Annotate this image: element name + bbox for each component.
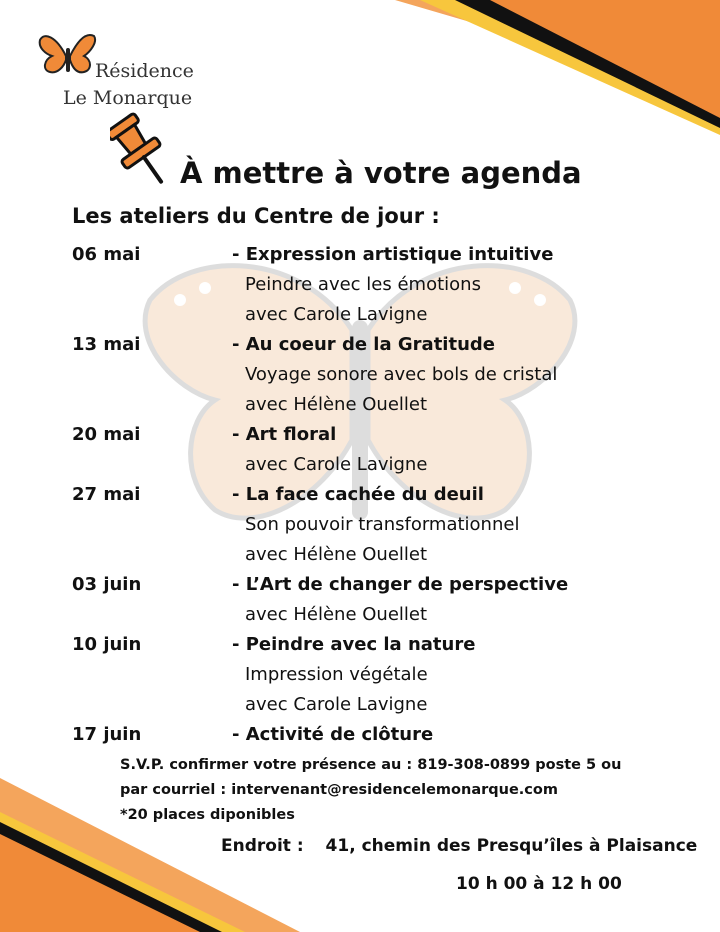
places-available: *20 places diponibles xyxy=(120,807,295,823)
event-date: 03 juin xyxy=(72,574,142,595)
event-title: - La face cachée du deuil xyxy=(232,484,484,505)
event-host: avec Hélène Ouellet xyxy=(245,604,428,625)
event-detail: Impression végétale xyxy=(245,664,428,685)
event-row xyxy=(72,240,692,330)
event-time: 10 h 00 à 12 h 00 xyxy=(456,874,622,894)
event-row xyxy=(72,720,692,750)
event-host: avec Hélène Ouellet xyxy=(245,394,428,415)
event-title: - Art floral xyxy=(232,424,337,445)
event-title: - L’Art de changer de perspective xyxy=(232,574,569,595)
event-detail: Voyage sonore avec bols de cristal xyxy=(245,364,558,385)
logo-line-2: Le Monarque xyxy=(63,87,193,109)
event-detail: Peindre avec les émotions xyxy=(245,274,481,295)
event-date: 13 mai xyxy=(72,334,141,355)
event-row xyxy=(72,630,692,720)
event-date: 17 juin xyxy=(72,724,142,745)
event-host: avec Carole Lavigne xyxy=(245,454,428,475)
page-title: À mettre à votre agenda xyxy=(180,156,582,190)
contact-email: par courriel : intervenant@residencelemonarque.com xyxy=(120,782,558,798)
event-host: avec Carole Lavigne xyxy=(245,304,428,325)
event-row xyxy=(72,420,692,480)
event-host: avec Hélène Ouellet xyxy=(245,544,428,565)
location-label: Endroit : xyxy=(221,836,304,856)
event-title: - Au coeur de la Gratitude xyxy=(232,334,495,355)
location xyxy=(221,836,697,856)
location-address: 41, chemin des Presqu’îles à Plaisance xyxy=(325,836,698,856)
event-row xyxy=(72,480,692,570)
event-title: - Activité de clôture xyxy=(232,724,434,745)
event-title: - Peindre avec la nature xyxy=(232,634,476,655)
contact-info xyxy=(120,753,621,828)
event-date: 20 mai xyxy=(72,424,141,445)
event-row xyxy=(72,570,692,630)
event-host: avec Carole Lavigne xyxy=(245,694,428,715)
pushpin-icon xyxy=(110,112,172,194)
contact-phone: S.V.P. confirmer votre présence au : 819-308-0899 poste 5 ou xyxy=(120,757,622,773)
event-list xyxy=(72,240,692,750)
event-detail: Son pouvoir transformationnel xyxy=(245,514,520,535)
logo-line-1: Résidence xyxy=(95,60,194,82)
page-subtitle: Les ateliers du Centre de jour : xyxy=(72,204,440,228)
event-title: - Expression artistique intuitive xyxy=(232,244,554,265)
event-date: 27 mai xyxy=(72,484,141,505)
logo-text xyxy=(63,58,194,112)
event-date: 06 mai xyxy=(72,244,141,265)
event-date: 10 juin xyxy=(72,634,142,655)
event-row xyxy=(72,330,692,420)
